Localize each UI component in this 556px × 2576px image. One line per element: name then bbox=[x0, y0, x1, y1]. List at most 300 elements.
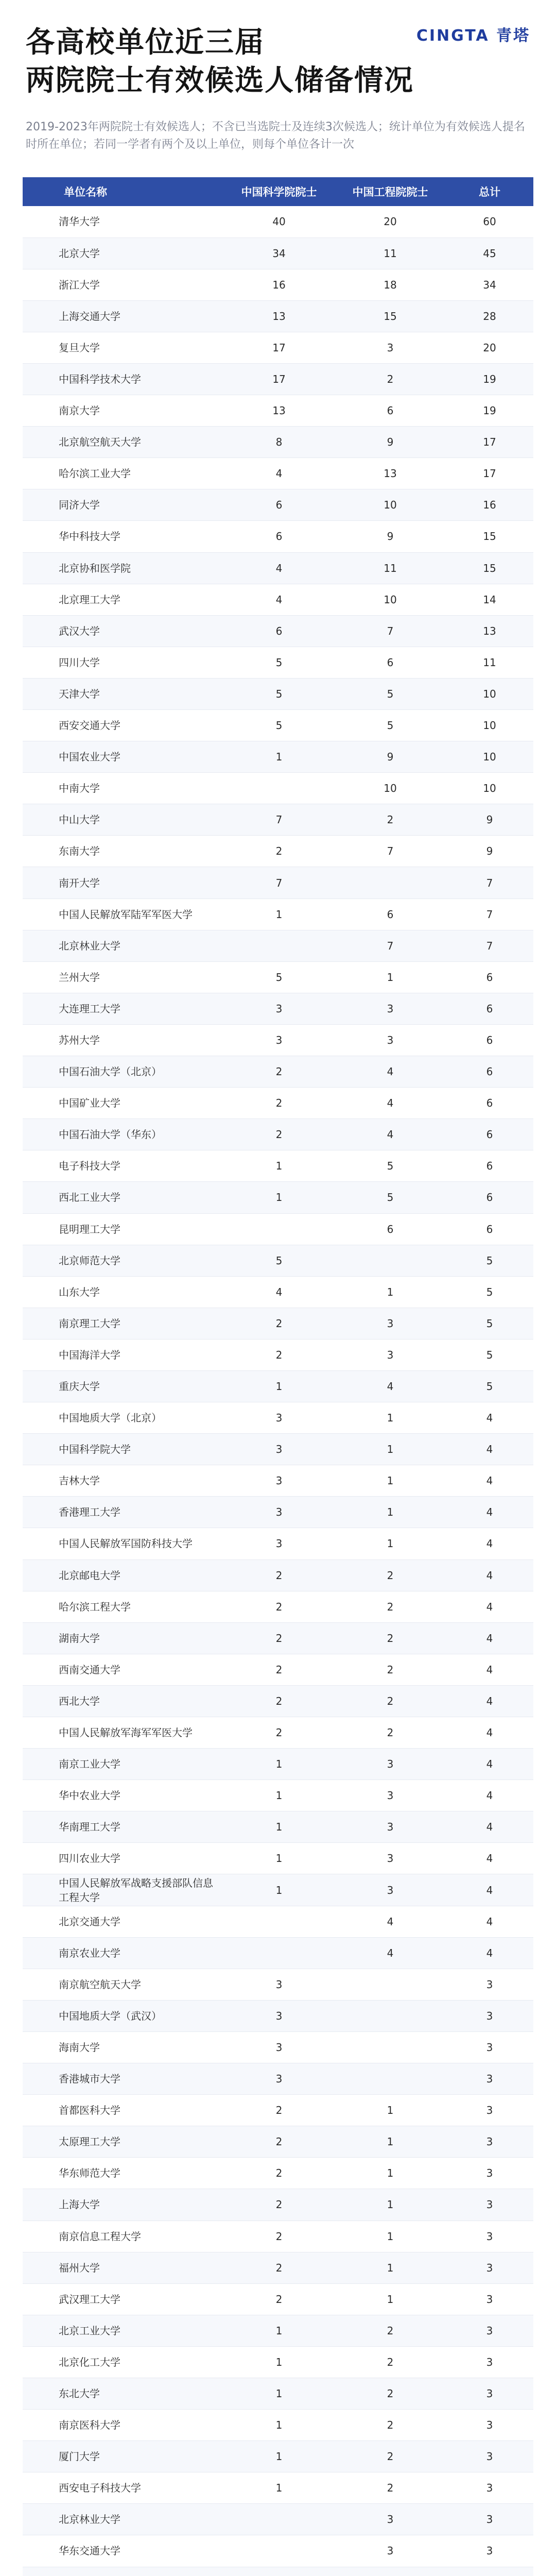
cell-total: 13 bbox=[446, 615, 533, 647]
cell-cas-count: 5 bbox=[223, 647, 335, 678]
table-row bbox=[23, 1528, 533, 1560]
page-title-line-2: 两院院士有效候选人储备情况 bbox=[26, 64, 414, 97]
cell-cas-count: 3 bbox=[223, 993, 335, 1024]
table-row bbox=[23, 1906, 533, 1937]
cell-institution: 吉林大学 bbox=[23, 1465, 223, 1497]
cell-cae-count: 9 bbox=[335, 521, 446, 552]
cell-institution: 北京林业大学 bbox=[23, 2504, 223, 2535]
cell-cas-count: 1 bbox=[223, 741, 335, 773]
cell-cae-count: 6 bbox=[335, 1213, 446, 1245]
table-row bbox=[23, 1717, 533, 1749]
table-row bbox=[23, 1213, 533, 1245]
cell-cas-count: 5 bbox=[223, 1245, 335, 1276]
table-row bbox=[23, 395, 533, 427]
cell-institution: 苏州大学 bbox=[23, 1024, 223, 1056]
cell-cas-count: 2 bbox=[223, 2158, 335, 2189]
cell-cas-count: 2 bbox=[223, 1339, 335, 1370]
cell-cas-count: 2 bbox=[223, 1685, 335, 1717]
cell-cas-count: 7 bbox=[223, 804, 335, 836]
cell-institution: 南开大学 bbox=[23, 867, 223, 899]
cell-total: 9 bbox=[446, 836, 533, 867]
cell-cas-count: 4 bbox=[223, 1276, 335, 1308]
table-row bbox=[23, 1402, 533, 1434]
header bbox=[0, 0, 556, 175]
cell-cae-count: 2 bbox=[335, 2378, 446, 2409]
cell-total: 15 bbox=[446, 552, 533, 584]
cell-cae-count: 11 bbox=[335, 238, 446, 269]
table-row bbox=[23, 1969, 533, 2000]
cell-cae-count: 2 bbox=[335, 2441, 446, 2472]
cell-cae-count: 2 bbox=[335, 2472, 446, 2504]
table-row bbox=[23, 2472, 533, 2504]
cell-total: 10 bbox=[446, 710, 533, 741]
table-row bbox=[23, 1150, 533, 1182]
cell-institution: 兰州大学 bbox=[23, 961, 223, 993]
cell-cae-count: 1 bbox=[335, 1434, 446, 1465]
table-row bbox=[23, 427, 533, 458]
cell-cae-count: 9 bbox=[335, 427, 446, 458]
cell-cae-count bbox=[335, 2031, 446, 2063]
cell-cas-count: 3 bbox=[223, 2031, 335, 2063]
cell-institution: 北京航空航天大学 bbox=[23, 427, 223, 458]
table-row bbox=[23, 1654, 533, 1685]
cell-total: 10 bbox=[446, 678, 533, 709]
cell-cas-count: 2 bbox=[223, 2095, 335, 2126]
cell-cas-count: 2 bbox=[223, 1308, 335, 1339]
cell-cae-count: 7 bbox=[335, 930, 446, 961]
cell-total bbox=[446, 2567, 533, 2576]
cell-cas-count: 2 bbox=[223, 2283, 335, 2315]
cell-institution: 香港城市大学 bbox=[23, 2063, 223, 2095]
cell-cae-count: 2 bbox=[335, 2315, 446, 2346]
cell-cae-count: 3 bbox=[335, 332, 446, 363]
cell-total: 4 bbox=[446, 1497, 533, 1528]
academician-table bbox=[23, 177, 533, 2576]
cell-cas-count: 13 bbox=[223, 300, 335, 332]
cell-total: 3 bbox=[446, 2441, 533, 2472]
table-row bbox=[23, 2252, 533, 2283]
cell-total: 3 bbox=[446, 2252, 533, 2283]
cell-cae-count: 10 bbox=[335, 584, 446, 615]
cell-institution: 复旦大学 bbox=[23, 332, 223, 363]
cell-cas-count bbox=[223, 2567, 335, 2576]
cell-institution: 海南大学 bbox=[23, 2031, 223, 2063]
cell-institution: 南京农业大学 bbox=[23, 1937, 223, 1969]
cell-cae-count: 3 bbox=[335, 1308, 446, 1339]
table-row bbox=[23, 206, 533, 238]
cell-total: 6 bbox=[446, 1150, 533, 1182]
cell-cas-count: 1 bbox=[223, 899, 335, 930]
cell-total: 3 bbox=[446, 2283, 533, 2315]
cell-cae-count: 10 bbox=[335, 773, 446, 804]
cell-institution: 北京邮电大学 bbox=[23, 1560, 223, 1591]
cell-cae-count: 1 bbox=[335, 1465, 446, 1497]
cell-cas-count: 3 bbox=[223, 1434, 335, 1465]
cell-total: 4 bbox=[446, 1780, 533, 1811]
column-header-total: 总计 bbox=[479, 186, 500, 198]
cell-institution: 华中科技大学 bbox=[23, 521, 223, 552]
cell-institution: 中国人民解放军陆军军医大学 bbox=[23, 899, 223, 930]
cell-cae-count: 18 bbox=[335, 269, 446, 300]
cell-total: 10 bbox=[446, 741, 533, 773]
cell-total: 28 bbox=[446, 300, 533, 332]
cell-total: 5 bbox=[446, 1276, 533, 1308]
cell-cae-count: 2 bbox=[335, 804, 446, 836]
cell-cas-count: 1 bbox=[223, 1370, 335, 1402]
cell-institution: 中国矿业大学 bbox=[23, 1088, 223, 1119]
cell-cae-count: 1 bbox=[335, 1528, 446, 1560]
cell-cas-count: 2 bbox=[223, 1119, 335, 1150]
cell-cas-count: 3 bbox=[223, 1528, 335, 1560]
cell-cas-count: 1 bbox=[223, 1150, 335, 1182]
cell-cas-count: 2 bbox=[223, 836, 335, 867]
cell-total: 20 bbox=[446, 332, 533, 363]
table-row bbox=[23, 1245, 533, 1276]
cell-total: 3 bbox=[446, 2378, 533, 2409]
cell-cas-count: 3 bbox=[223, 2000, 335, 2031]
cell-total: 3 bbox=[446, 2000, 533, 2031]
table-row bbox=[23, 1434, 533, 1465]
cell-cae-count: 5 bbox=[335, 1150, 446, 1182]
cell-cae-count bbox=[335, 867, 446, 899]
cell-cae-count: 3 bbox=[335, 1024, 446, 1056]
table-row bbox=[23, 2441, 533, 2472]
cell-institution: 中国人民解放军战略支援部队信息工程大学 bbox=[23, 1874, 223, 1906]
cell-cas-count: 34 bbox=[223, 238, 335, 269]
table-row bbox=[23, 521, 533, 552]
cell-cae-count: 3 bbox=[335, 1339, 446, 1370]
table-row bbox=[23, 269, 533, 300]
column-header-cas: 中国科学院院士 bbox=[241, 186, 317, 198]
cell-cas-count: 6 bbox=[223, 615, 335, 647]
cell-institution: 福州大学 bbox=[23, 2252, 223, 2283]
cell-cae-count: 1 bbox=[335, 2095, 446, 2126]
table-row bbox=[23, 2158, 533, 2189]
cell-cae-count: 11 bbox=[335, 552, 446, 584]
cell-total: 4 bbox=[446, 1560, 533, 1591]
table-row bbox=[23, 2410, 533, 2441]
table-body bbox=[23, 206, 533, 2576]
cell-institution: 北京林业大学 bbox=[23, 930, 223, 961]
table-row bbox=[23, 1088, 533, 1119]
cell-cas-count: 3 bbox=[223, 1969, 335, 2000]
cell-institution: 中国科学院大学 bbox=[23, 1434, 223, 1465]
cell-cas-count: 2 bbox=[223, 1717, 335, 1749]
cell-cae-count: 4 bbox=[335, 1906, 446, 1937]
cell-total: 10 bbox=[446, 773, 533, 804]
page-title-line-1: 各高校单位近三届 bbox=[26, 26, 265, 59]
cell-cas-count: 1 bbox=[223, 1811, 335, 1843]
table-row bbox=[23, 615, 533, 647]
cell-total: 3 bbox=[446, 2189, 533, 2221]
cell-total: 5 bbox=[446, 1370, 533, 1402]
cell-total: 17 bbox=[446, 427, 533, 458]
table-row bbox=[23, 1811, 533, 1843]
cell-cas-count: 5 bbox=[223, 710, 335, 741]
cell-cas-count: 3 bbox=[223, 1465, 335, 1497]
cell-total: 16 bbox=[446, 489, 533, 521]
cell-institution: 香港理工大学 bbox=[23, 1497, 223, 1528]
table-row bbox=[23, 584, 533, 615]
cell-cae-count: 2 bbox=[335, 1717, 446, 1749]
cell-cae-count: 6 bbox=[335, 647, 446, 678]
cell-institution: 武汉理工大学 bbox=[23, 2283, 223, 2315]
table-row bbox=[23, 2189, 533, 2221]
cell-cas-count bbox=[223, 1906, 335, 1937]
cell-institution: 北京工业大学 bbox=[23, 2315, 223, 2346]
table-row bbox=[23, 1874, 533, 1906]
cell-cas-count: 4 bbox=[223, 458, 335, 489]
cell-cae-count: 20 bbox=[335, 206, 446, 238]
cell-total: 3 bbox=[446, 2221, 533, 2252]
cell-cas-count: 7 bbox=[223, 867, 335, 899]
cell-institution: 中国农业大学 bbox=[23, 741, 223, 773]
table-row bbox=[23, 2283, 533, 2315]
cell-total: 9 bbox=[446, 804, 533, 836]
table-row bbox=[23, 489, 533, 521]
cell-total: 17 bbox=[446, 458, 533, 489]
cell-institution: 天津大学 bbox=[23, 678, 223, 709]
cell-total: 7 bbox=[446, 867, 533, 899]
cell-institution: 上海大学 bbox=[23, 2189, 223, 2221]
cell-cae-count: 2 bbox=[335, 2346, 446, 2378]
table-row bbox=[23, 1497, 533, 1528]
cell-institution: 北京化工大学 bbox=[23, 2346, 223, 2378]
cell-institution: 北京大学 bbox=[23, 238, 223, 269]
table-row bbox=[23, 1276, 533, 1308]
cell-total: 6 bbox=[446, 1119, 533, 1150]
cell-institution: 北京协和医学院 bbox=[23, 552, 223, 584]
cell-institution: 西南交通大学 bbox=[23, 1654, 223, 1685]
cell-total: 4 bbox=[446, 1528, 533, 1560]
cell-total: 4 bbox=[446, 1465, 533, 1497]
cell-cas-count: 6 bbox=[223, 521, 335, 552]
cell-total: 4 bbox=[446, 1717, 533, 1749]
cell-cae-count: 1 bbox=[335, 961, 446, 993]
cell-total: 7 bbox=[446, 899, 533, 930]
table-row bbox=[23, 804, 533, 836]
cell-cae-count: 5 bbox=[335, 710, 446, 741]
cell-institution: 南京工业大学 bbox=[23, 1749, 223, 1780]
cell-cae-count: 1 bbox=[335, 1402, 446, 1434]
cell-total: 4 bbox=[446, 1937, 533, 1969]
cell-total: 60 bbox=[446, 206, 533, 238]
cell-institution: 首都医科大学 bbox=[23, 2095, 223, 2126]
cell-cas-count bbox=[223, 1213, 335, 1245]
table-row bbox=[23, 993, 533, 1024]
cell-institution: 电子科技大学 bbox=[23, 1150, 223, 1182]
cell-total: 3 bbox=[446, 2504, 533, 2535]
cell-institution: 上海交通大学 bbox=[23, 300, 223, 332]
cell-institution: 大连理工大学 bbox=[23, 993, 223, 1024]
cell-cas-count: 17 bbox=[223, 363, 335, 395]
cell-cae-count: 4 bbox=[335, 1056, 446, 1088]
cell-cae-count: 3 bbox=[335, 1811, 446, 1843]
cell-total: 5 bbox=[446, 1245, 533, 1276]
table-row bbox=[23, 1749, 533, 1780]
cell-total: 3 bbox=[446, 2535, 533, 2567]
cell-cas-count: 5 bbox=[223, 961, 335, 993]
cell-cae-count: 2 bbox=[335, 363, 446, 395]
cell-cas-count: 3 bbox=[223, 1402, 335, 1434]
cell-total: 6 bbox=[446, 993, 533, 1024]
cell-total: 3 bbox=[446, 2472, 533, 2504]
cell-cae-count bbox=[335, 2000, 446, 2031]
cell-cae-count: 1 bbox=[335, 2189, 446, 2221]
cell-cae-count: 3 bbox=[335, 2535, 446, 2567]
cell-total: 4 bbox=[446, 1402, 533, 1434]
cell-cas-count: 3 bbox=[223, 1497, 335, 1528]
table-row bbox=[23, 2063, 533, 2095]
cell-cae-count: 3 bbox=[335, 2504, 446, 2535]
cell-total: 4 bbox=[446, 1874, 533, 1906]
cell-total: 19 bbox=[446, 395, 533, 427]
cell-cas-count: 1 bbox=[223, 1182, 335, 1213]
cell-total: 5 bbox=[446, 1308, 533, 1339]
cell-cae-count: 2 bbox=[335, 1685, 446, 1717]
cell-institution: 北京交通大学 bbox=[23, 1906, 223, 1937]
cell-total: 6 bbox=[446, 1056, 533, 1088]
cell-total: 3 bbox=[446, 2346, 533, 2378]
table-row bbox=[23, 867, 533, 899]
cell-total: 3 bbox=[446, 2063, 533, 2095]
cell-cas-count: 1 bbox=[223, 2378, 335, 2409]
table-row bbox=[23, 773, 533, 804]
cell-cas-count: 2 bbox=[223, 1560, 335, 1591]
cell-institution: 厦门大学 bbox=[23, 2441, 223, 2472]
cell-institution: 中南大学 bbox=[23, 773, 223, 804]
table-row bbox=[23, 238, 533, 269]
cell-cae-count: 6 bbox=[335, 395, 446, 427]
table-row bbox=[23, 899, 533, 930]
cell-total: 3 bbox=[446, 2095, 533, 2126]
table-row bbox=[23, 1339, 533, 1370]
cell-total: 4 bbox=[446, 1654, 533, 1685]
cell-institution: 四川大学 bbox=[23, 647, 223, 678]
cell-institution: 华东交通大学 bbox=[23, 2535, 223, 2567]
table-row bbox=[23, 961, 533, 993]
table-row bbox=[23, 2031, 533, 2063]
cell-cae-count: 2 bbox=[335, 1560, 446, 1591]
cell-total: 4 bbox=[446, 1622, 533, 1654]
cell-cae-count: 4 bbox=[335, 1937, 446, 1969]
cell-cas-count: 2 bbox=[223, 2189, 335, 2221]
table-row bbox=[23, 2221, 533, 2252]
cell-total: 3 bbox=[446, 2126, 533, 2158]
cell-institution: 中国石油大学（北京） bbox=[23, 1056, 223, 1088]
cell-cas-count: 4 bbox=[223, 552, 335, 584]
cell-total: 15 bbox=[446, 521, 533, 552]
cell-institution: 华中农业大学 bbox=[23, 1780, 223, 1811]
table-row bbox=[23, 2095, 533, 2126]
cell-cas-count: 2 bbox=[223, 2126, 335, 2158]
cell-total: 11 bbox=[446, 647, 533, 678]
cell-cas-count: 8 bbox=[223, 427, 335, 458]
cell-institution: 四川农业大学 bbox=[23, 1843, 223, 1874]
cell-cae-count: 2 bbox=[335, 1654, 446, 1685]
data-table-container bbox=[23, 177, 533, 2576]
column-header-cae: 中国工程院院士 bbox=[352, 186, 428, 198]
cell-cas-count: 2 bbox=[223, 1622, 335, 1654]
table-row bbox=[23, 332, 533, 363]
cell-cae-count: 1 bbox=[335, 2252, 446, 2283]
cell-cas-count bbox=[223, 2535, 335, 2567]
cell-cas-count bbox=[223, 1937, 335, 1969]
cell-total: 4 bbox=[446, 1434, 533, 1465]
cell-institution: 武汉大学 bbox=[23, 615, 223, 647]
cell-total: 6 bbox=[446, 1024, 533, 1056]
table-row bbox=[23, 1780, 533, 1811]
table-header-row bbox=[23, 177, 533, 206]
table-row bbox=[23, 741, 533, 773]
cell-institution: 东南大学 bbox=[23, 836, 223, 867]
cell-total: 34 bbox=[446, 269, 533, 300]
cell-cae-count: 5 bbox=[335, 1182, 446, 1213]
cell-cas-count bbox=[223, 930, 335, 961]
cell-cae-count: 1 bbox=[335, 2126, 446, 2158]
table-row bbox=[23, 1182, 533, 1213]
table-row bbox=[23, 1685, 533, 1717]
table-row bbox=[23, 2126, 533, 2158]
cell-institution: 西安交通大学 bbox=[23, 710, 223, 741]
cell-institution: 南京大学 bbox=[23, 395, 223, 427]
cell-total: 3 bbox=[446, 1969, 533, 2000]
cell-institution: 中国石油大学（华东） bbox=[23, 1119, 223, 1150]
cell-institution: 中国人民解放军国防科技大学 bbox=[23, 1528, 223, 1560]
cell-cas-count: 1 bbox=[223, 2472, 335, 2504]
cell-cae-count: 1 bbox=[335, 2221, 446, 2252]
cell-institution: 湖南大学 bbox=[23, 1622, 223, 1654]
cell-cae-count: 2 bbox=[335, 1622, 446, 1654]
table-row bbox=[23, 300, 533, 332]
cell-institution: 东北大学 bbox=[23, 2378, 223, 2409]
cell-cae-count: 3 bbox=[335, 1780, 446, 1811]
cell-cas-count: 1 bbox=[223, 1874, 335, 1906]
cell-cae-count bbox=[335, 1969, 446, 2000]
cell-institution bbox=[23, 2567, 223, 2576]
table-row bbox=[23, 1622, 533, 1654]
cell-total: 6 bbox=[446, 1182, 533, 1213]
cell-total: 19 bbox=[446, 363, 533, 395]
cell-cas-count: 17 bbox=[223, 332, 335, 363]
cell-cae-count bbox=[335, 2567, 446, 2576]
cell-cas-count: 3 bbox=[223, 1024, 335, 1056]
cell-institution: 哈尔滨工程大学 bbox=[23, 1591, 223, 1622]
cell-total: 3 bbox=[446, 2158, 533, 2189]
cell-total: 45 bbox=[446, 238, 533, 269]
table-row bbox=[23, 647, 533, 678]
cell-cas-count: 2 bbox=[223, 1654, 335, 1685]
cell-total: 14 bbox=[446, 584, 533, 615]
table-row bbox=[23, 1370, 533, 1402]
subtitle-note: 2019-2023年两院院士有效候选人；不含已当选院士及连续3次候选人；统计单位为有效候选人提名时所在单位；若同一学者有两个及以上单位，则每个单位各计一次 bbox=[26, 121, 525, 151]
cell-cae-count: 9 bbox=[335, 741, 446, 773]
column-header-institution: 单位名称 bbox=[64, 186, 107, 198]
cell-cas-count: 40 bbox=[223, 206, 335, 238]
cell-cas-count: 4 bbox=[223, 584, 335, 615]
cell-cae-count: 6 bbox=[335, 899, 446, 930]
cell-institution: 中山大学 bbox=[23, 804, 223, 836]
cell-institution: 北京师范大学 bbox=[23, 1245, 223, 1276]
cell-institution: 北京理工大学 bbox=[23, 584, 223, 615]
cell-institution: 重庆大学 bbox=[23, 1370, 223, 1402]
cell-institution: 中国地质大学（武汉） bbox=[23, 2000, 223, 2031]
cell-cae-count: 3 bbox=[335, 993, 446, 1024]
cell-total: 4 bbox=[446, 1749, 533, 1780]
cell-total: 6 bbox=[446, 1088, 533, 1119]
table-row bbox=[23, 2378, 533, 2409]
cell-total: 4 bbox=[446, 1591, 533, 1622]
